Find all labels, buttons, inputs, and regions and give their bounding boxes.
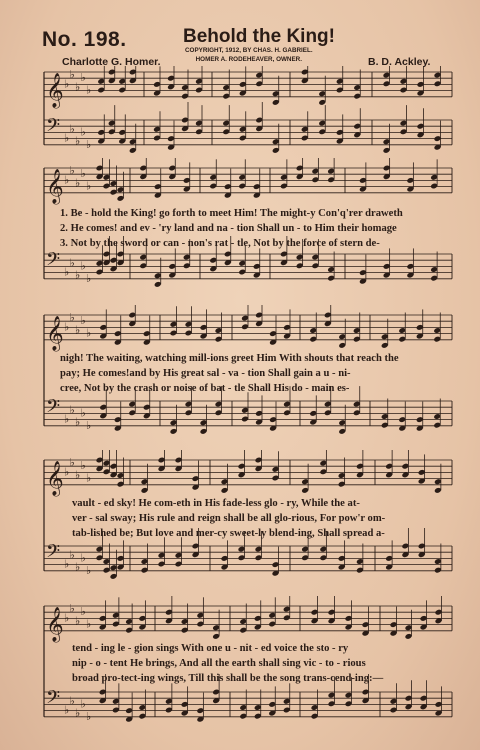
flat-sign: ♭ [86,179,92,193]
music-staff-row-1 [0,66,480,166]
flat-sign: ♭ [86,271,92,285]
bass-staff [44,102,452,154]
flat-sign: ♭ [75,268,81,282]
copyright-line-2: HOMER A. RODEHEAVER, OWNER. [195,56,302,63]
lyrics-row-3 [72,496,385,541]
lyric-line: nigh! The waiting, watching mill-ions greet Him With shouts that reach the [60,353,399,364]
flat-sign: ♭ [80,167,86,181]
flat-sign: ♭ [80,697,86,711]
lyric-line: tend - ing le - gion sings With one u - nit - ed voice the sto - ry [72,643,349,654]
flat-sign: ♭ [80,71,86,85]
flat-sign: ♭ [64,265,70,279]
flat-sign: ♭ [75,323,81,337]
lyrics-row-2 [60,351,399,396]
treble-staff [44,158,452,205]
flat-sign: ♭ [69,456,75,470]
flat-sign: ♭ [86,326,92,340]
flat-sign: ♭ [75,415,81,429]
flat-sign: ♭ [64,77,70,91]
flat-sign: ♭ [64,173,70,187]
flat-sign: ♭ [75,706,81,720]
treble-staff [44,450,452,497]
composer-credit: B. D. Ackley. [368,56,431,68]
flat-sign: ♭ [86,418,92,432]
bass-clef-icon: 𝄢 [46,115,61,141]
treble-clef-icon: 𝄞 [46,460,64,496]
flat-sign: ♭ [69,694,75,708]
flat-sign: ♭ [64,131,70,145]
flat-sign: ♭ [86,471,92,485]
flat-sign: ♭ [64,320,70,334]
flat-sign: ♭ [86,709,92,723]
flat-sign: ♭ [86,137,92,151]
treble-staff [44,305,452,352]
flat-sign: ♭ [80,459,86,473]
lyric-line: 2. He comes! and ev - 'ry land and na - tion Shall un - to Him their homage [60,223,397,234]
flat-sign: ♭ [80,314,86,328]
flat-sign: ♭ [64,465,70,479]
flat-sign: ♭ [69,122,75,136]
flat-sign: ♭ [69,256,75,270]
flat-sign: ♭ [69,164,75,178]
flat-sign: ♭ [75,560,81,574]
lyrics-row-4 [72,641,383,686]
copyright-notice [185,46,313,64]
flat-sign: ♭ [69,311,75,325]
treble-clef-icon: 𝄞 [46,315,64,351]
treble-clef-icon: 𝄞 [46,168,64,204]
bass-clef-icon: 𝄢 [46,249,61,275]
bass-clef-icon: 𝄢 [46,396,61,422]
flat-sign: ♭ [86,83,92,97]
lyrics-row-1 [60,206,403,251]
lyric-line: cree, Not by the crash or noise of bat - tle Shall His do - main es- [60,383,350,394]
lyric-line: pay; He comes!and by His great sal - va - tion Shall gain a u - ni- [60,368,351,379]
flat-sign: ♭ [75,614,81,628]
lyric-line: vault - ed sky! He com-eth in His fade-less glo - ry, While the at- [72,498,360,509]
flat-sign: ♭ [69,602,75,616]
bass-clef-icon: 𝄢 [46,541,61,567]
flat-sign: ♭ [69,68,75,82]
treble-staff [44,66,452,109]
flat-sign: ♭ [69,403,75,417]
flat-sign: ♭ [64,611,70,625]
flat-sign: ♭ [64,703,70,717]
lyric-line: ver - sal sway; His rule and reign shall be all glo-rious, For pow'r om- [72,513,386,524]
flat-sign: ♭ [80,259,86,273]
treble-clef-icon: 𝄞 [46,606,64,642]
hymn-title: Behold the King! [183,26,335,47]
lyricist-credit: Charlotte G. Homer. [62,56,161,68]
copyright-line-1: COPYRIGHT, 1912, BY CHAS. H. GABRIEL. [185,47,313,54]
flat-sign: ♭ [80,406,86,420]
lyric-line: 1. Be - hold the King! go forth to meet Him! The might-y Con'q'rer draweth [60,208,403,219]
flat-sign: ♭ [64,557,70,571]
flat-sign: ♭ [75,134,81,148]
flat-sign: ♭ [80,551,86,565]
lyric-line: broad pro-tect-ing wings, Till this shall be the song trans-cend-ing:— [72,673,384,684]
flat-sign: ♭ [75,176,81,190]
flat-sign: ♭ [86,563,92,577]
treble-staff [44,596,452,643]
flat-sign: ♭ [64,412,70,426]
flat-sign: ♭ [75,468,81,482]
lyric-line: tab-lished be; But love and mer-cy sweet-ly blend-ing, Shall spread a- [72,528,385,539]
hymn-number: No. 198. [42,28,127,51]
flat-sign: ♭ [80,125,86,139]
flat-sign: ♭ [86,617,92,631]
lyric-line: nip - o - tent He brings, And all the earth shall sing vic - to - rious [72,658,366,669]
treble-clef-icon: 𝄞 [46,72,64,108]
flat-sign: ♭ [69,548,75,562]
flat-sign: ♭ [80,605,86,619]
flat-sign: ♭ [75,80,81,94]
lyric-line: 3. Not by the sword or can - non's rat - tle, Not by the force of stern de- [60,238,380,249]
bass-clef-icon: 𝄢 [46,687,61,713]
